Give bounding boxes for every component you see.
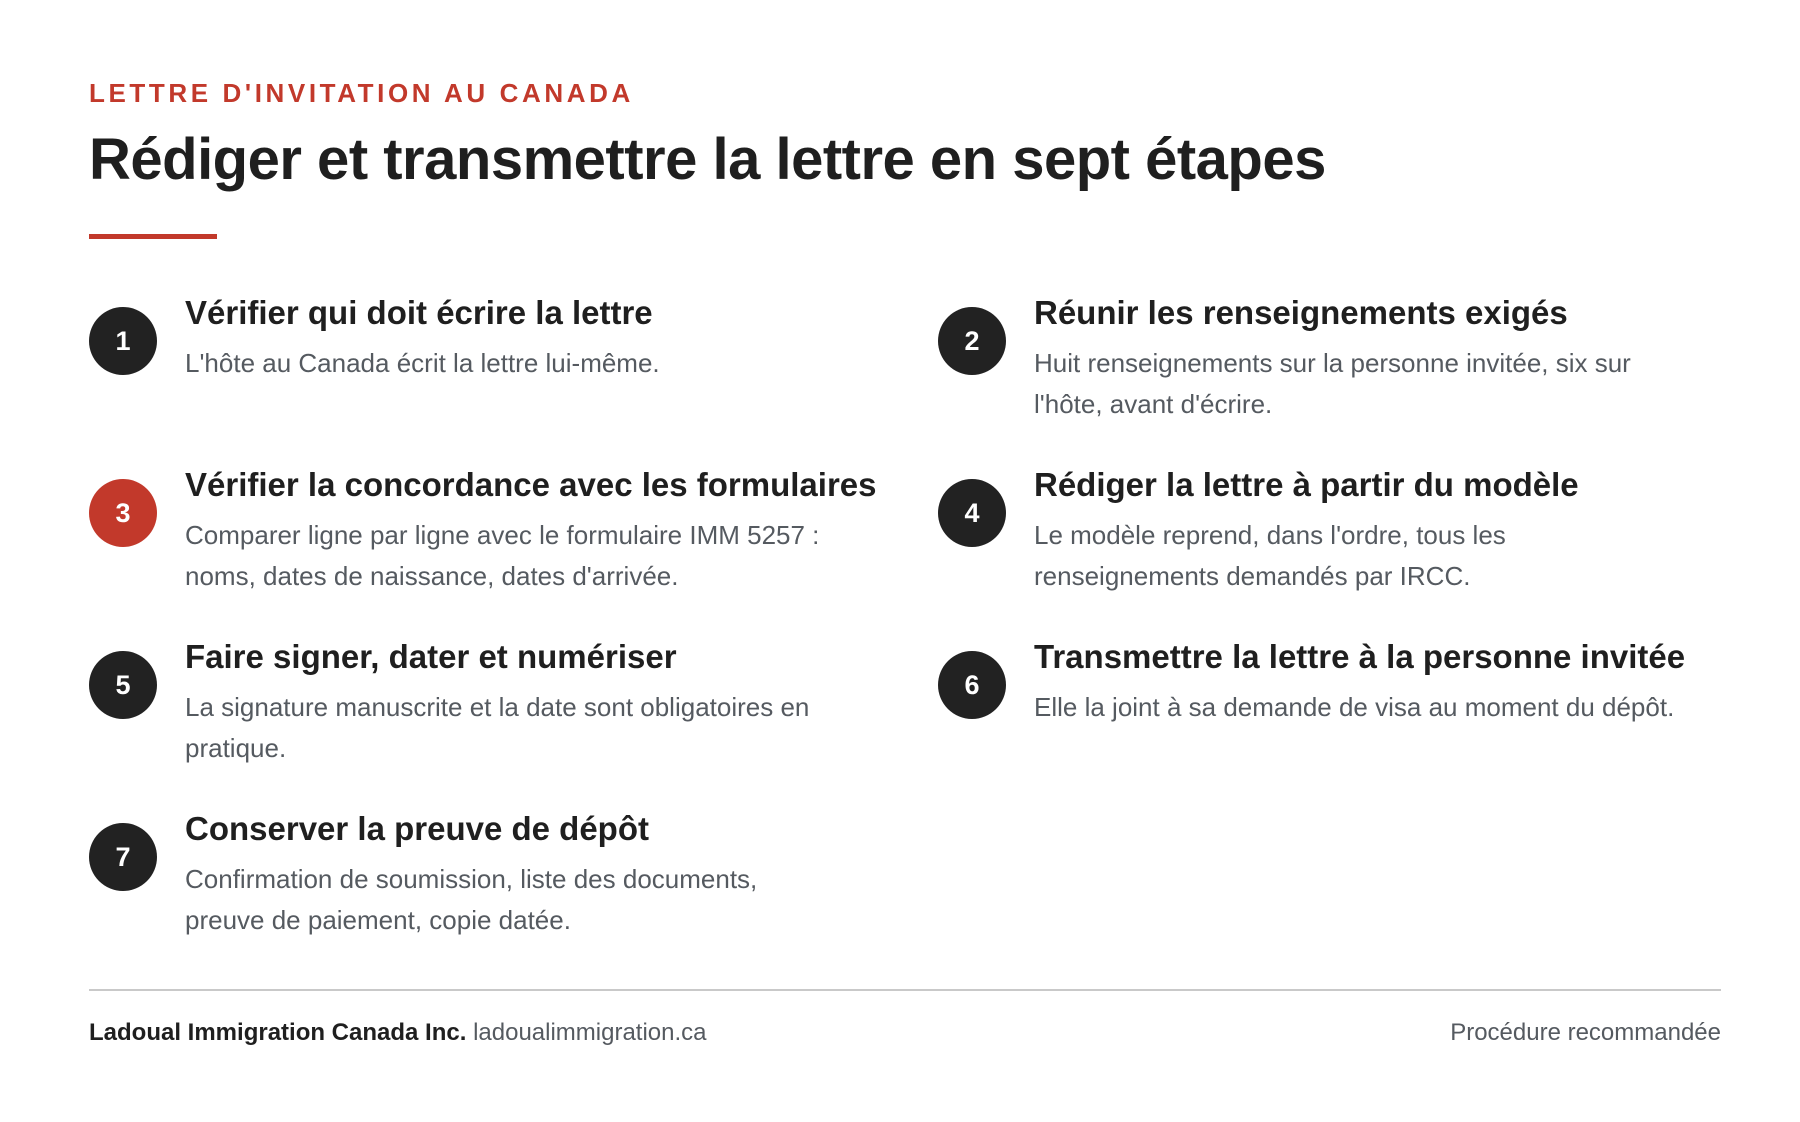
step-4-number-badge: 4 [938,479,1006,547]
step-2-number-badge: 2 [938,307,1006,375]
step-3-number-badge: 3 [89,479,157,547]
step-7-title: Conserver la preuve de dépôt [185,810,649,847]
step-6-description: Elle la joint à sa demande de visa au moment du dépôt. [1034,692,1675,722]
step-6-title: Transmettre la lettre à la personne invitée [1034,638,1686,675]
page-title: Rédiger et transmettre la lettre en sept étapes [89,127,1326,192]
eyebrow-label: LETTRE D'INVITATION AU CANADA [89,78,634,108]
company-website-link[interactable]: ladoualimmigration.ca [473,1019,707,1046]
step-7-number-badge: 7 [89,823,157,891]
footer-note: Procédure recommandée [1450,1019,1721,1046]
step-5-description: La signature manuscrite et la date sont obligatoires en pratique. [185,692,810,763]
step-3-description: Comparer ligne par ligne avec le formulaire IMM 5257 : noms, dates de naissance, dates d'arrivée. [185,520,820,591]
step-6-number-badge: 6 [938,651,1006,719]
step-4-description: Le modèle reprend, dans l'ordre, tous les renseignements demandés par IRCC. [1034,520,1506,591]
step-5-number-badge: 5 [89,651,157,719]
step-1-title: Vérifier qui doit écrire la lettre [185,294,653,331]
infographic-page [89,0,1721,1122]
footer-credit [89,1019,707,1047]
step-1-description: L'hôte au Canada écrit la lettre lui-même. [185,348,660,378]
company-name: Ladoual Immigration Canada Inc. [89,1019,467,1046]
step-7-description: Confirmation de soumission, liste des documents, preuve de paiement, copie datée. [185,864,758,935]
step-3-title: Vérifier la concordance avec les formulaires [185,466,877,503]
step-1-number-badge: 1 [89,307,157,375]
title-accent-divider [89,234,217,239]
footer-divider [89,989,1721,991]
step-2-title: Réunir les renseignements exigés [1034,294,1568,331]
step-5-title: Faire signer, dater et numériser [185,638,677,675]
step-2-description: Huit renseignements sur la personne invitée, six sur l'hôte, avant d'écrire. [1034,348,1631,419]
step-4-title: Rédiger la lettre à partir du modèle [1034,466,1579,503]
